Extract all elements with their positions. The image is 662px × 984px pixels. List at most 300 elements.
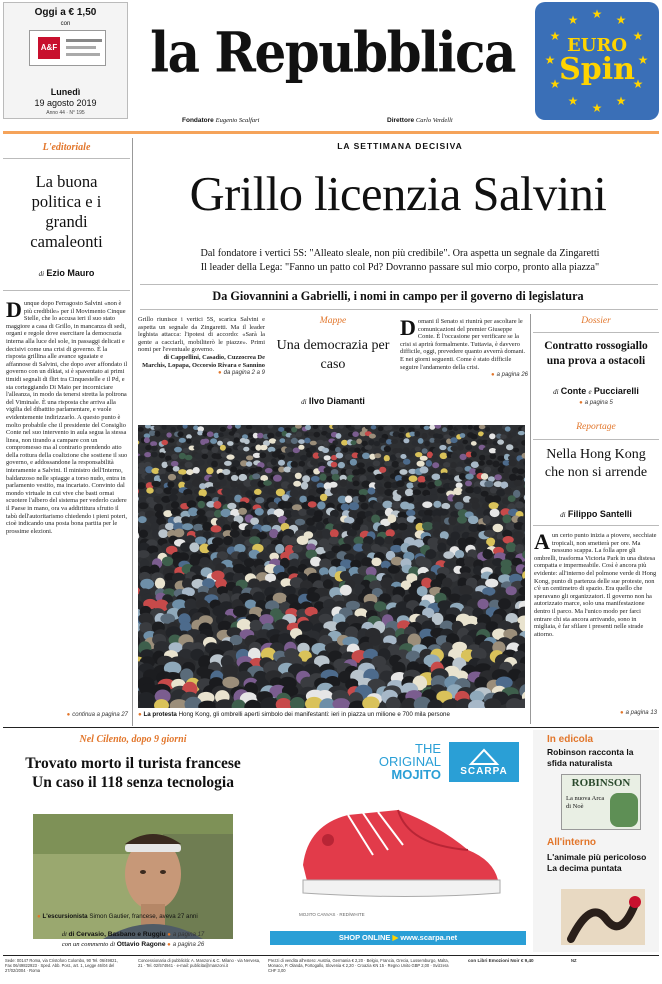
umbrella-shape [434, 480, 442, 487]
umbrella-shape [138, 427, 144, 432]
umbrella-shape [328, 537, 339, 545]
umbrella-shape [145, 425, 151, 429]
eurospin-ad[interactable] [535, 2, 659, 120]
umbrella-shape [211, 525, 222, 532]
svg-text:★: ★ [632, 29, 644, 43]
umbrella-shape [357, 468, 366, 475]
umbrella-shape [410, 462, 417, 468]
umbrella-shape [433, 501, 441, 508]
umbrella-shape [211, 447, 218, 453]
umbrella-shape [405, 489, 414, 497]
umbrella-shape [521, 447, 526, 452]
umbrella-shape [155, 488, 163, 494]
umbrella-shape [382, 501, 392, 509]
umbrella-shape [166, 432, 171, 437]
umbrella-shape [319, 559, 331, 569]
umbrella-shape [231, 521, 240, 530]
umbrella-shape [439, 445, 446, 450]
edicola-headline[interactable]: Robinson racconta la sfida naturalista [547, 747, 634, 768]
tourist-photo-caption: ● L'escursionista Simon Gautier, francese, aveva 27 anni [37, 913, 198, 920]
umbrella-shape [138, 516, 147, 523]
umbrella-shape [369, 454, 375, 460]
umbrella-shape [158, 468, 165, 474]
umbrella-shape [179, 438, 186, 443]
umbrella-shape [341, 503, 350, 510]
umbrella-shape [231, 475, 238, 481]
umbrella-shape [483, 447, 489, 453]
umbrella-shape [399, 427, 405, 432]
umbrella-shape [329, 482, 337, 488]
reportage-column [533, 418, 659, 726]
umbrella-shape [487, 440, 493, 445]
umbrella-shape [313, 425, 318, 429]
umbrella-shape [357, 462, 365, 468]
umbrella-shape [373, 502, 382, 509]
umbrella-shape [325, 551, 335, 559]
scarpa-mountain-icon [449, 744, 519, 768]
umbrella-shape [330, 488, 338, 494]
umbrella-shape [518, 431, 525, 435]
lead-story [138, 316, 265, 422]
umbrella-shape [437, 543, 446, 553]
umbrella-shape [145, 474, 154, 480]
footer [3, 958, 659, 982]
umbrella-shape [435, 425, 442, 429]
umbrella-shape [398, 523, 408, 531]
umbrella-shape [153, 461, 161, 466]
footer-col5: NZ [571, 958, 577, 963]
mappe-headline[interactable]: Una democrazia per caso [276, 338, 390, 372]
umbrella-shape [260, 445, 268, 451]
dossier-byline: di Conte e Pucciarelli [553, 386, 639, 396]
umbrella-shape [368, 487, 376, 494]
umbrella-shape [331, 462, 338, 468]
umbrella-shape [170, 488, 178, 494]
umbrella-shape [166, 466, 174, 473]
umbrella-shape [165, 446, 171, 452]
svg-text:★: ★ [549, 29, 561, 43]
umbrella-shape [455, 550, 464, 559]
umbrella-shape [206, 467, 213, 474]
umbrella-shape [155, 578, 165, 589]
price-label: Oggi a € 1,50 [34, 7, 97, 18]
umbrella-shape [393, 494, 402, 501]
umbrella-shape [250, 438, 256, 443]
umbrella-shape [349, 502, 359, 510]
umbrella-shape [140, 579, 154, 590]
umbrella-shape [363, 536, 374, 545]
umbrella-shape [417, 496, 425, 502]
umbrella-shape [503, 473, 511, 479]
umbrella-shape [171, 454, 178, 460]
umbrella-shape [275, 544, 284, 554]
lead-story-continue[interactable]: ● da pagina 2 a 9 [218, 370, 265, 377]
umbrella-shape [243, 447, 249, 452]
svg-text:★: ★ [615, 13, 627, 27]
tourist-credits: di di Cervasio, Basbano e Ruggiu ● a pagina 17 con un commento di Ottavio Ragone ● a pagina 26 [61, 931, 205, 948]
umbrella-shape [420, 456, 428, 461]
umbrella-shape [460, 454, 467, 460]
second-headline[interactable]: Da Giovannini a Gabrielli, i nomi in campo per il governo di legislatura [212, 289, 584, 303]
umbrella-shape [234, 437, 240, 443]
umbrella-shape [319, 473, 326, 480]
svg-text:★: ★ [567, 94, 579, 108]
umbrella-shape [171, 501, 179, 508]
umbrella-shape [187, 500, 197, 508]
senate-story [400, 318, 528, 422]
umbrella-shape [352, 431, 359, 437]
umbrella-shape [447, 425, 453, 430]
umbrella-shape [379, 467, 386, 473]
umbrella-shape [174, 447, 182, 453]
umbrella-shape [432, 455, 438, 460]
umbrella-shape [322, 448, 329, 453]
kicker: LA SETTIMANA DECISIVA [337, 141, 463, 151]
umbrella-shape [246, 455, 253, 460]
umbrella-shape [484, 481, 493, 488]
umbrella-shape [154, 641, 170, 653]
scarpa-logo: SCARPA [449, 742, 519, 782]
umbrella-shape [246, 461, 252, 466]
umbrella-shape [316, 487, 325, 494]
umbrella-shape [317, 501, 325, 509]
umbrella-shape [220, 479, 227, 486]
umbrella-shape [174, 529, 185, 538]
umbrella-shape [456, 482, 463, 488]
umbrella-shape [440, 453, 448, 460]
umbrella-shape [477, 524, 486, 532]
umbrella-shape [235, 537, 246, 545]
umbrella-shape [255, 467, 262, 472]
main-headline[interactable]: Grillo licenzia Salvini [189, 168, 607, 221]
editorial-section: L'editoriale [42, 142, 91, 153]
umbrella-shape [224, 461, 232, 466]
umbrella-shape [244, 439, 250, 444]
umbrella-shape [491, 426, 496, 431]
umbrella-shape [417, 482, 426, 488]
umbrella-shape [478, 461, 485, 466]
umbrella-shape [509, 474, 517, 481]
tourist-section: Nel Cilento, dopo 9 giorni [79, 734, 187, 745]
umbrella-shape [227, 503, 236, 510]
editorial-body: unque dopo Ferragosto Salvini «non è più credibile» per il Movimento Cinque Stelle, che lo accusa ieri il suo stato maggiore a casa di Grillo, in mancanza di sedi, organi e regole dove esercitare la democrazia interna alla luce del sole, in passaggi delicati e decisivi come una crisi di governo. È la risposta grillina alle avance sguaiate e affannose di Salvini, che dopo aver affondato il governo con un diktat, si è spaventato ai primi timidi segnali di flirt tra Cinquestelle e il Pd, e sta corteggiando Di Maio per incorniciare l'alleanza, in modo da tenersi stretta la poltrona del Viminale. È una risposta che arriva alla vigilia del dibattito parlamentare, e vuole evidentemente indirizzarlo. A questo punto è molto probabile che il presidente del Consiglio Conte nel suo intervento in aula segua la stessa linea, non tirando a campare con un compromesso ma al contrario prendendo atto della rottura della coalizione che sostiene il suo governo, e addossandone la responsabilità interamente a Salvini. Il ministro dell'Interno, baldanzoso nelle spiagge a torso nudo, entra in parlamento vestito, ma incartato. Convinto dal mondo virtuale in cui vive che basti ormai scuotere l'albero del sistema per vederlo cadere il Paese in mano, ora va addirittura sfrutto il tabù dell'autoritarismo chiedendo i pieni poteri, cioè indicando una posta bona partita per le prossime elezioni. [6, 300, 128, 535]
umbrella-shape [477, 599, 488, 610]
umbrella-shape [340, 571, 351, 581]
umbrella-shape [500, 446, 508, 451]
umbrella-shape [191, 432, 197, 437]
umbrella-shape [384, 461, 392, 466]
umbrella-shape [252, 473, 260, 479]
umbrella-shape [223, 431, 229, 436]
umbrella-shape [394, 425, 399, 429]
umbrella-shape [408, 427, 415, 432]
footer-col1: Sede: 00147 Roma, via Cristoforo Colombo, 90 Tel. 06/49821, Fax 06/49822923 · Sped. Abb. Post., art. 1, Legge 46/04 del 27/02/2004 · Roma [5, 958, 118, 973]
umbrella-shape [255, 497, 264, 503]
umbrella-shape [378, 426, 384, 431]
umbrella-shape [422, 448, 428, 454]
umbrella-shape [235, 453, 241, 459]
umbrella-shape [293, 481, 301, 487]
umbrella-shape [471, 441, 477, 446]
umbrella-shape [230, 530, 240, 538]
tourist-headline-line2: Un caso il 118 senza tecnologia [32, 774, 234, 791]
umbrella-shape [406, 451, 414, 458]
umbrella-shape [452, 495, 461, 502]
umbrella-shape [250, 620, 262, 631]
umbrella-shape [369, 434, 376, 439]
umbrella-shape [386, 529, 395, 537]
umbrella-shape [298, 509, 307, 516]
umbrella-shape [344, 517, 355, 524]
umbrella-shape [198, 501, 206, 509]
dossier-headline[interactable]: Contratto rossogiallo una prova a ostacoli [544, 340, 648, 367]
umbrella-shape [479, 455, 486, 461]
umbrella-shape [205, 511, 215, 518]
umbrella-shape [505, 426, 511, 431]
internal-headline[interactable]: L'animale più pericoloso La decima puntata [547, 852, 647, 873]
umbrella-shape [406, 503, 415, 510]
umbrella-shape [457, 524, 466, 531]
umbrella-shape [207, 487, 216, 494]
umbrella-shape [375, 474, 384, 480]
footer-col3: Prezzi di vendita all'estero: Austria, Germania € 2,20 · Belgio, Francia, Grecia, Lussemburgo, Malta, Monaco, P. Olanda, Portogallo, Slovenia € 2,20 · Croazia KN 15 · Regno Unito GBP 2,00 · Svizzera CHF 3,00 [268, 958, 449, 973]
umbrella-shape [450, 437, 457, 443]
lead-story-authors: di Cappellini, Casadio, Cuzzocrea De Marchis, Lopapa, Occorsio Rivara e Sannino [142, 353, 265, 369]
scarpa-ad[interactable] [266, 730, 530, 952]
umbrella-shape [309, 446, 316, 452]
umbrella-shape [173, 466, 180, 472]
umbrella-shape [354, 537, 365, 545]
umbrella-shape [146, 488, 153, 494]
umbrella-shape [278, 454, 285, 459]
umbrella-shape [486, 460, 493, 466]
umbrella-shape [153, 496, 161, 503]
umbrella-shape [406, 510, 415, 517]
tourist-headline[interactable] [3, 754, 263, 792]
robinson-cover[interactable]: ROBINSON La nuova Arca di Noè [561, 774, 641, 830]
umbrella-shape [482, 549, 493, 559]
umbrella-shape [151, 446, 158, 451]
umbrella-shape [429, 425, 435, 430]
umbrella-shape [342, 447, 348, 453]
umbrella-shape [443, 462, 450, 467]
umbrella-shape [399, 469, 407, 475]
umbrella-shape [379, 438, 386, 443]
umbrella-shape [422, 501, 432, 508]
scarpa-model: MOJITO CANVAS · RED/WHITE [299, 912, 365, 917]
umbrella-shape [362, 543, 371, 551]
umbrella-shape [220, 427, 226, 432]
umbrella-shape [222, 677, 239, 689]
umbrella-shape [238, 508, 247, 515]
umbrella-shape [248, 578, 260, 588]
umbrella-shape [449, 482, 456, 488]
umbrella-shape [384, 536, 394, 544]
umbrella-shape [446, 537, 456, 546]
umbrella-shape [311, 476, 320, 482]
umbrella-shape [502, 514, 511, 523]
reportage-continue[interactable]: ● a pagina 13 [620, 710, 657, 716]
umbrella-shape [178, 469, 187, 475]
umbrella-shape [177, 425, 183, 430]
umbrella-shape [397, 489, 407, 495]
umbrella-shape [261, 525, 271, 532]
umbrella-shape [189, 542, 199, 552]
umbrella-shape [455, 467, 463, 472]
umbrella-shape [214, 433, 219, 439]
umbrella-shape [302, 475, 310, 482]
umbrella-shape [300, 455, 308, 461]
umbrella-shape [340, 544, 352, 552]
umbrella-shape [257, 433, 263, 439]
umbrella-shape [457, 516, 467, 524]
umbrella-shape [287, 452, 295, 457]
umbrella-shape [513, 448, 519, 453]
umbrella-shape [290, 559, 300, 567]
umbrella-shape [207, 431, 214, 437]
umbrella-shape [246, 425, 253, 429]
portrait-image [33, 814, 233, 939]
umbrella-shape [398, 433, 404, 438]
reportage-headline[interactable]: Nella Hong Kong che non si arrende [544, 447, 648, 480]
umbrella-shape [216, 519, 225, 527]
umbrella-shape [297, 466, 304, 472]
umbrella-shape [371, 558, 381, 567]
ad-spin-text: Spin [559, 52, 635, 87]
umbrella-shape [242, 468, 249, 475]
issue-number: Anno 44 · N° 195 [46, 110, 85, 116]
umbrella-shape [341, 523, 351, 531]
umbrella-shape [177, 432, 183, 438]
umbrella-shape [504, 487, 511, 495]
umbrella-shape [283, 467, 291, 473]
tourist-headline-line1: Trovato morto il turista francese [25, 755, 241, 772]
umbrella-shape [442, 427, 447, 432]
umbrella-shape [506, 438, 512, 443]
umbrella-shape [440, 473, 449, 480]
umbrella-shape [327, 496, 337, 503]
edicola-section: In edicola [547, 734, 594, 745]
ad-euro-text: EURO [566, 35, 628, 56]
umbrella-shape [492, 495, 501, 502]
umbrella-shape [489, 502, 499, 509]
umbrella-shape [350, 459, 357, 466]
umbrella-shape [160, 474, 168, 481]
internal-section: All'interno [547, 837, 597, 848]
umbrella-shape [371, 425, 377, 429]
umbrella-shape [197, 460, 204, 466]
umbrella-shape [430, 494, 438, 500]
reportage-dropcap: A [534, 529, 550, 554]
masthead-credits [140, 116, 525, 128]
umbrella-shape [299, 489, 307, 496]
umbrella-shape [465, 474, 473, 480]
umbrella-shape [320, 494, 328, 501]
senate-continue[interactable]: ● a pagina 26 [491, 372, 528, 379]
umbrella-shape [138, 550, 149, 558]
umbrella-shape [312, 515, 322, 522]
umbrella-shape [458, 445, 464, 451]
umbrella-shape [250, 518, 259, 526]
umbrella-shape [392, 461, 399, 468]
editorial-headline[interactable]: La buona politica e i grandi camaleonti [30, 172, 103, 251]
umbrella-shape [317, 440, 324, 445]
umbrella-shape [485, 579, 498, 588]
umbrella-shape [179, 453, 186, 459]
umbrella-shape [295, 473, 302, 479]
umbrella-shape [498, 598, 511, 609]
umbrella-shape [324, 455, 331, 460]
umbrella-shape [185, 455, 193, 461]
umbrella-shape [338, 488, 348, 496]
umbrella-shape [409, 475, 418, 482]
dossier-continue[interactable]: ● a pagina 5 [579, 400, 613, 406]
umbrella-shape [418, 438, 424, 444]
umbrella-shape [492, 461, 499, 468]
umbrella-shape [448, 475, 455, 481]
umbrella-shape [299, 496, 307, 503]
umbrella-shape [403, 459, 410, 465]
umbrella-shape [406, 482, 413, 488]
umbrella-shape [223, 536, 233, 546]
umbrella-shape [323, 441, 329, 447]
umbrella-shape [433, 448, 440, 454]
editorial-continue[interactable]: ● continua a pagina 27 [66, 712, 128, 718]
svg-text:★: ★ [567, 13, 579, 27]
umbrella-shape [432, 462, 439, 468]
umbrella-shape [171, 508, 181, 515]
editorial-dropcap: D [6, 297, 22, 322]
umbrella-shape [448, 594, 461, 603]
umbrella-shape [225, 448, 232, 454]
scarpa-shop-bar[interactable]: SHOP ONLINE ▶ www.scarpa.net [270, 931, 526, 945]
umbrella-shape [336, 453, 344, 459]
umbrella-shape [386, 425, 393, 430]
umbrella-shape [426, 460, 432, 467]
umbrella-shape [186, 438, 192, 444]
umbrella-shape [508, 495, 516, 502]
umbrella-shape [244, 558, 255, 567]
senate-body: omani il Senato si riunirà per ascoltare le comunicazioni del premier Giuseppe Conte. È l'occasione per verificare se la crisi si aprirà formalmente. Tuttavia, è davvero difficile, oggi, prevedere quanto avverrà domani. E nei giorni seguenti. Come è stato difficile seguire l'andamento della crisi. [400, 318, 526, 371]
umbrella-shape [278, 460, 285, 466]
umbrella-shape [465, 481, 472, 487]
umbrella-shape [471, 434, 478, 440]
director-label: Direttore [387, 117, 415, 124]
umbrella-shape [500, 434, 507, 439]
svg-text:★: ★ [549, 77, 561, 91]
umbrella-shape [151, 452, 158, 458]
umbrella-shape [232, 460, 240, 467]
umbrella-shape [388, 514, 397, 523]
umbrella-shape [424, 426, 430, 430]
scarpa-tagline: THE ORIGINAL MOJITO [378, 741, 441, 782]
umbrella-shape [396, 480, 405, 487]
umbrella-shape [213, 501, 221, 509]
umbrella-shape [165, 523, 174, 530]
umbrella-shape [417, 461, 425, 467]
price-with: con [60, 21, 71, 27]
svg-text:★: ★ [591, 101, 603, 115]
umbrella-shape [254, 489, 262, 495]
umbrella-shape [515, 544, 524, 553]
umbrella-shape [230, 481, 237, 488]
umbrella-shape [373, 460, 380, 466]
date-weekday: Lunedì [50, 87, 81, 97]
umbrella-shape [497, 439, 504, 444]
umbrella-shape [200, 557, 210, 565]
umbrella-shape [391, 439, 398, 444]
umbrella-shape [308, 501, 317, 507]
